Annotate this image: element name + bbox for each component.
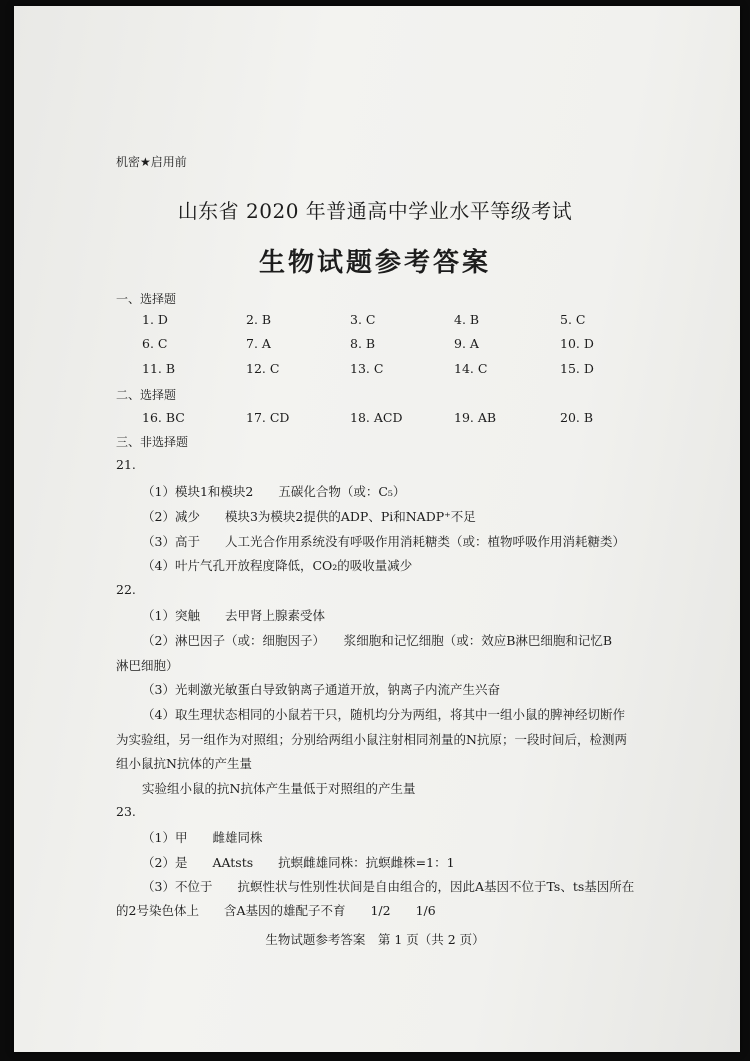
answer-item: 14. C <box>454 361 488 376</box>
section-1-title: 一、选择题 <box>116 292 177 306</box>
answer-line: 实验组小鼠的抗N抗体产生量低于对照组的产生量 <box>142 781 416 796</box>
answer-line: 组小鼠抗N抗体的产生量 <box>116 756 252 771</box>
answer-item: 12. C <box>246 361 280 376</box>
question-number-22: 22. <box>116 582 136 597</box>
answer-item: 4. B <box>454 312 480 327</box>
answer-line: （3）不位于 抗螟性状与性别性状间是自由组合的，因此A基因不位于Ts、ts基因所在 <box>142 879 635 894</box>
exam-title: 山东省 2020 年普通高中学业水平等级考试 <box>177 199 573 223</box>
answer-item: 1. D <box>142 312 168 327</box>
answer-item: 18. ACD <box>350 410 403 425</box>
answer-line: （1）突触 去甲肾上腺素受体 <box>142 608 325 623</box>
question-number-23: 23. <box>116 804 136 819</box>
answer-item: 2. B <box>246 312 272 327</box>
answer-item: 15. D <box>560 361 594 376</box>
section-3-title: 三、非选择题 <box>116 435 189 449</box>
answer-item: 11. B <box>142 361 176 376</box>
answer-line: （2）是 AAtsts 抗螟雌雄同株：抗螟雌株=1：1 <box>142 855 455 870</box>
answer-item: 7. A <box>246 336 271 351</box>
answer-line: （3）光刺激光敏蛋白导致钠离子通道开放，钠离子内流产生兴奋 <box>142 682 500 697</box>
answer-item: 13. C <box>350 361 384 376</box>
answer-line: 淋巴细胞） <box>116 658 179 673</box>
answer-line: （4）取生理状态相同的小鼠若干只，随机均分为两组，将其中一组小鼠的脾神经切断作 <box>142 707 625 722</box>
answer-line: （2）减少 模块3为模块2提供的ADP、Pi和NADP⁺不足 <box>142 509 476 524</box>
document-title: 生物试题参考答案 <box>258 248 491 278</box>
answer-line: （3）高于 人工光合作用系统没有呼吸作用消耗糖类（或：植物呼吸作用消耗糖类） <box>142 534 625 549</box>
answer-item: 16. BC <box>142 410 185 425</box>
answer-item: 9. A <box>454 336 479 351</box>
answer-item: 19. AB <box>454 410 497 425</box>
answer-item: 5. C <box>560 312 586 327</box>
answer-line: （4）叶片气孔开放程度降低，CO₂的吸收量减少 <box>142 558 413 573</box>
answer-line: 的2号染色体上 含A基因的雄配子不育 1/2 1/6 <box>116 903 436 918</box>
section-2-title: 二、选择题 <box>116 388 177 402</box>
page-footer: 生物试题参考答案 第 1 页（共 2 页） <box>265 932 485 947</box>
answer-item: 6. C <box>142 336 168 351</box>
answer-line: （1）甲 雌雄同株 <box>142 830 263 845</box>
answer-item: 3. C <box>350 312 376 327</box>
answer-item: 8. B <box>350 336 376 351</box>
answer-line: （2）淋巴因子（或：细胞因子） 浆细胞和记忆细胞（或：效应B淋巴细胞和记忆B <box>142 633 613 648</box>
answer-line: 为实验组，另一组作为对照组；分别给两组小鼠注射相同剂量的N抗原；一段时间后，检测两 <box>116 732 627 747</box>
answer-item: 17. CD <box>246 410 290 425</box>
answer-item: 20. B <box>560 410 594 425</box>
question-number-21: 21. <box>116 457 136 472</box>
confidential-label: 机密★启用前 <box>116 155 187 169</box>
answer-item: 10. D <box>560 336 594 351</box>
answer-line: （1）模块1和模块2 五碳化合物（或：C₅） <box>142 484 406 499</box>
